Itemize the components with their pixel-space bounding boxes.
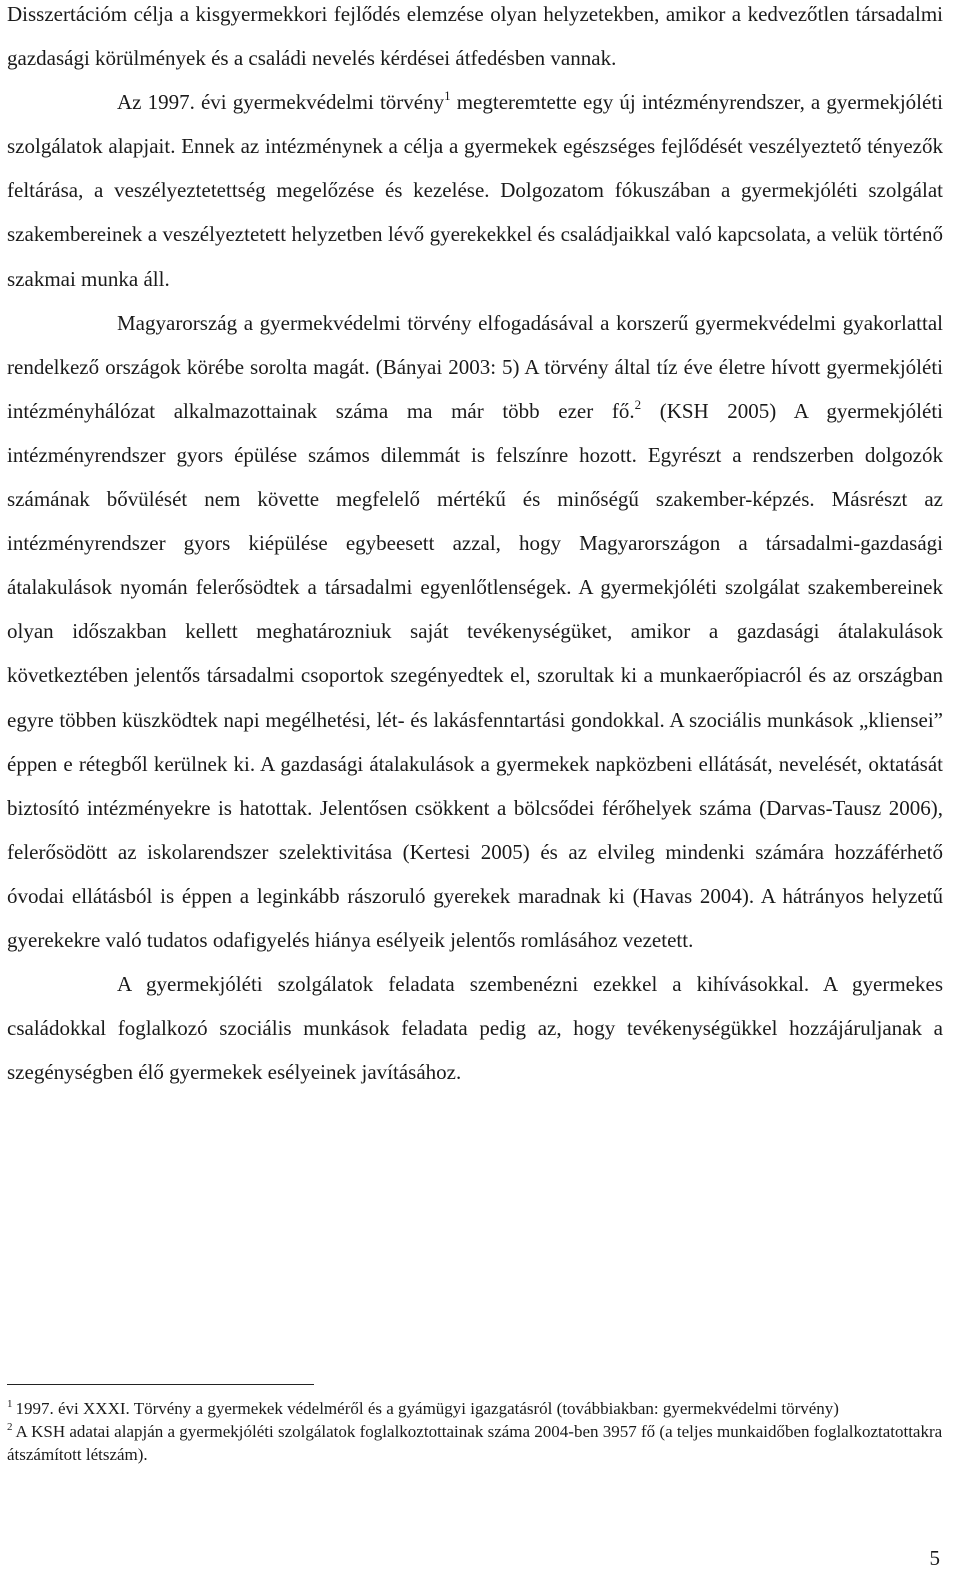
footnote-ref-2[interactable]: 2 (634, 396, 642, 412)
footnote-1 (7, 1397, 943, 1420)
footnotes (7, 1397, 943, 1466)
paragraph-3-text-a: Magyarország a gyermekvédelmi törvény elfogadásával a korszerű gyermekvédelmi gyakorlattal rendelkező országok körébe sorolta magát. (Bányai 2003: 5) A törvény által tíz éve életre hívott gyermekjóléti intézményhálózat alkalmazottainak száma ma már több ezer fő. (7, 310, 943, 423)
paragraph-4: A gyermekjóléti szolgálatok feladata szembenézni ezekkel a kihívásokkal. A gyermekes családokkal foglalkozó szociális munkások feladata pedig az, hogy tevékenységükkel hozzájáruljanak a szegénységben élő gyermekek esélyeinek javításához. (7, 972, 943, 1085)
paragraph-1: Disszertációm célja a kisgyermekkori fejlődés elemzése olyan helyzetekben, amikor a kedvezőtlen társadalmi gazdasági körülmények és a családi nevelés kérdései átfedésben vannak. (7, 2, 943, 71)
footnote-ref-1[interactable]: 1 (444, 88, 451, 104)
footnote-2-number: 2 (7, 1421, 13, 1433)
paragraph-3 (7, 301, 943, 962)
footnote-2-text: A KSH adatai alapján a gyermekjóléti szolgálatok foglalkoztottainak száma 2004-ben 3957 fő (a teljes munkaidőben foglalkoztatottakra átszámított létszám). (7, 1422, 943, 1464)
paragraph-2-text-a: Az 1997. évi gyermekvédelmi törvény (117, 90, 445, 115)
paragraph-3-text-b: (KSH 2005) A gyermekjóléti intézményrendszer gyors épülése számos dilemmát is felszínre hozott. Egyrészt a rendszerben dolgozók számának bővülését nem követte megfelelő mértékű és minőségű szakember-képzés. Másrészt az intézményrendszer gyors kiépülése egybeesett azzal, hogy Magyarországon a társadalmi-gazdasági átalakulások nyomán felerősödtek a társadalmi egyenlőtlenségek. A gyermekjóléti szolgálat szakembereinek olyan időszakban kellett meghatározniuk saját tevékenységüket, amikor a gazdasági átalakulások következtében jelentős társadalmi csoportok szegényedtek el, szorultak ki a munkaerőpiacról és az országban egyre többen küszködtek napi megélhetési, lét- és lakásfenntartási gondokkal. A szociális munkások „kliensei” éppen e rétegből kerülnek ki. A gazdasági átalakulások a gyermekek napközbeni ellátását, nevelését, oktatását biztosító intézményekre is hatottak. Jelentősen csökkent a bölcsődei férőhelyek száma (Darvas-Tausz 2006), felerősödött az iskolarendszer szelektivitása (Kertesi 2005) és az elvileg mindenki számára hozzáférhető óvodai ellátásból is éppen a leginkább rászoruló gyerekek maradnak ki (Havas 2004). A hátrányos helyzetű gyerekekre való tudatos odafigyelés hiánya esélyeik jelentős romlásához vezetett. (7, 398, 943, 952)
footnote-1-number: 1 (7, 1398, 13, 1410)
footnote-1-text: 1997. évi XXXI. Törvény a gyermekek védelméről és a gyámügyi igazgatásról (továbbiakban: gyermekvédelmi törvény) (15, 1399, 839, 1418)
page-number: 5 (929, 1546, 940, 1570)
paragraph-2 (7, 80, 943, 300)
paragraph-2-text-b: megteremtette egy új intézményrendszer, a gyermekjóléti szolgálatok alapjait. Ennek az intézménynek a célja a gyermekek egészséges fejlődését veszélyeztető tényezők feltárása, a veszélyeztetettség megelőzése és kezelése. Dolgozatom fókuszában a gyermekjóléti szolgálat szakembereinek a veszélyeztetett helyzetben lévő gyerekekkel és családjaikkal való kapcsolata, a velük történő szakmai munka áll. (7, 90, 943, 291)
footnote-2 (7, 1420, 943, 1466)
footnote-separator (7, 1384, 314, 1385)
document-page (7, 0, 943, 1094)
